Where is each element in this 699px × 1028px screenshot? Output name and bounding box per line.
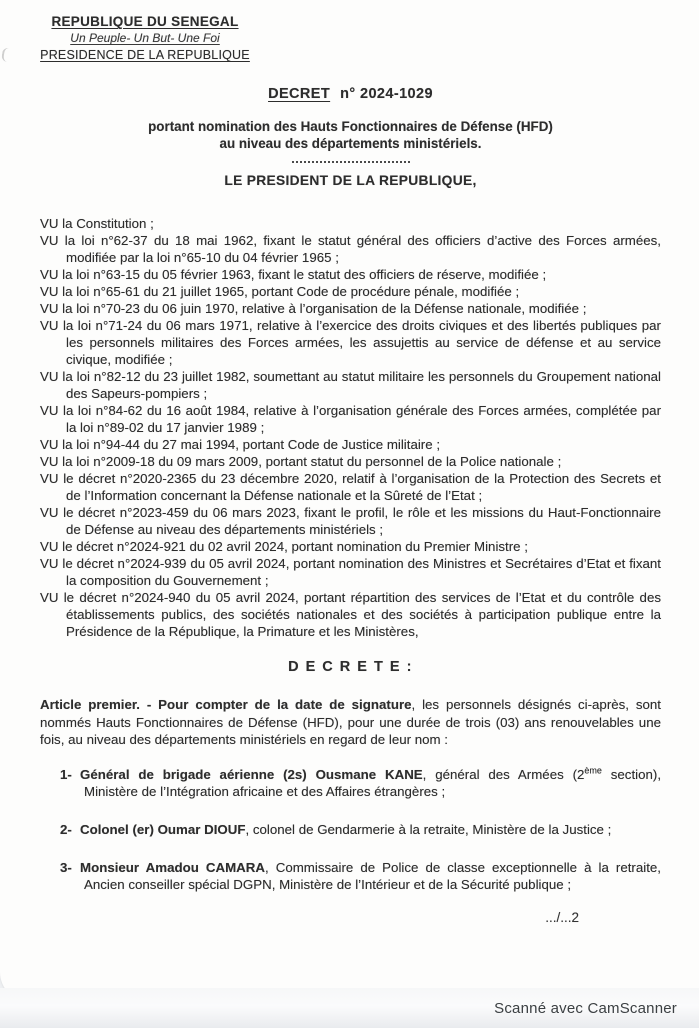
visa-item: VU le décret n°2024-921 du 02 avril 2024, portant nomination du Premier Ministre ; [40,539,528,554]
visa-item: VU la loi n°84-62 du 16 août 1984, relative à l’organisation générale des Forces armées, complétée par la loi n°89-02 du 17 janvier 1989 ; [40,403,661,435]
camscanner-footer [0,988,699,1028]
decree-label: DECRET [268,86,331,102]
visa-item: VU la loi n°2009-18 du 09 mars 2009, portant statut du personnel de la Police nationale ; [40,454,562,469]
appointee-details: , Commissaire de Police de classe exceptionnelle à la retraite, Ancien conseiller spécial DGPN, Ministère de l’Intérieur et de la Sécurité publique ; [84,859,661,893]
letterhead [36,14,254,62]
visa-item: VU la loi n°82-12 du 23 juillet 1982, soumettant au statut militaire les personnels du Groupement national des Sapeurs-pompiers ; [40,369,661,401]
visa-item: VU la loi n°70-23 du 06 juin 1970, relative à l’organisation de la Défense nationale, modifiée ; [40,301,587,316]
visa-item: VU la loi n°94-44 du 27 mai 1994, portant Code de Justice militaire ; [40,437,441,452]
subject-line-1: portant nomination des Hauts Fonctionnaires de Défense (HFD) [148,119,553,134]
visa-item: VU la loi n°65-61 du 21 juillet 1965, portant Code de procédure pénale, modifiée ; [40,284,520,299]
appointee-name: Général de brigade aérienne (2s) Ousmane KANE [80,766,423,782]
decrete-heading: D E C R E T E : [288,659,413,675]
appointee-name: Monsieur Amadou CAMARA [80,859,265,875]
scan-edge-artifact [1,47,15,63]
salutation: LE PRESIDENT DE LA REPUBLIQUE, [224,173,477,188]
appointment-item [60,766,661,801]
appointment-item [60,859,661,894]
decree-number: n° 2024-1029 [340,86,433,102]
visa-item: VU le décret n°2023-459 du 06 mars 2023, fixant le profil, le rôle et les missions du Haut-Fonctionnaire de Défense au niveau des départements ministériels ; [40,505,661,537]
visa-item: VU le décret n°2024-939 du 05 avril 2024, portant nomination des Ministres et Secrétaires d’Etat et fixant la composition du Gouvernement ; [40,556,661,588]
item-number: 1- [60,766,72,782]
visa-item: VU la loi n°71-24 du 06 mars 1971, relative à l’exercice des droits civiques et des libertés publiques par les personnels militaires des Forces armées, les assujettis au service de défense et au service civique, modifiée ; [40,318,661,367]
camscanner-label: Scanné avec CamScanner [494,999,677,1017]
visa-item: VU le décret n°2024-940 du 05 avril 2024, portant répartition des services de l’Etat et du contrôle des établissements publics, des sociétés nationales et des sociétés à participation publique entre la Présidence de la République, la Primature et les Ministères, [40,590,661,639]
article-body: , les personnels désignés ci-après, sont nommés Hauts Fonctionnaires de Défense (HFD), pour une durée de trois (03) ans renouvelables une fois, au niveau des départements ministériels en regard de leur nom : [40,697,661,748]
item-number: 3- [60,859,72,875]
page-continuation-marker: .../...2 [545,909,579,925]
institution-name: PRESIDENCE DE LA REPUBLIQUE [40,48,250,62]
appointment-item [60,821,661,839]
dotted-separator [292,161,410,163]
appointee-details: , colonel de Gendarmerie à la retraite, Ministère de la Justice ; [245,821,612,837]
appointee-name: Colonel (er) Oumar DIOUF [80,821,246,837]
visa-item: VU la Constitution ; [40,216,154,231]
visa-item: VU le décret n°2020-2365 du 23 décembre 2020, relatif à l’organisation de la Protection des Secrets et de l’Information concernant la Défense nationale et la Sûreté de l’Etat ; [40,471,661,503]
article-premier [40,696,661,749]
article-lead: Article premier. - Pour compter de la date de signature [40,697,412,712]
appointee-details: section), Ministère de l’Intégration africaine et des Affaires étrangères ; [84,766,662,800]
country-title: REPUBLIQUE DU SENEGAL [51,14,239,29]
visa-item: VU la loi n°63-15 du 05 février 1963, fixant le statut des officiers de réserve, modifiée ; [40,267,547,282]
ordinal-superscript: ème [584,765,602,776]
subject-line-2: au niveau des départements ministériels. [219,135,482,151]
decree-title [40,86,661,102]
visa-item: VU la loi n°62-37 du 18 mai 1962, fixant le statut général des officiers d’active des Forces armées, modifiée par la loi n°65-10 du 04 février 1965 ; [40,233,661,265]
appointee-details: , général des Armées (2 [422,766,585,782]
visa-list [40,215,661,640]
decree-subject [40,119,661,152]
national-motto: Un Peuple- Un But- Une Foi [70,31,220,45]
appointment-list [40,766,661,894]
item-number: 2- [60,821,72,837]
